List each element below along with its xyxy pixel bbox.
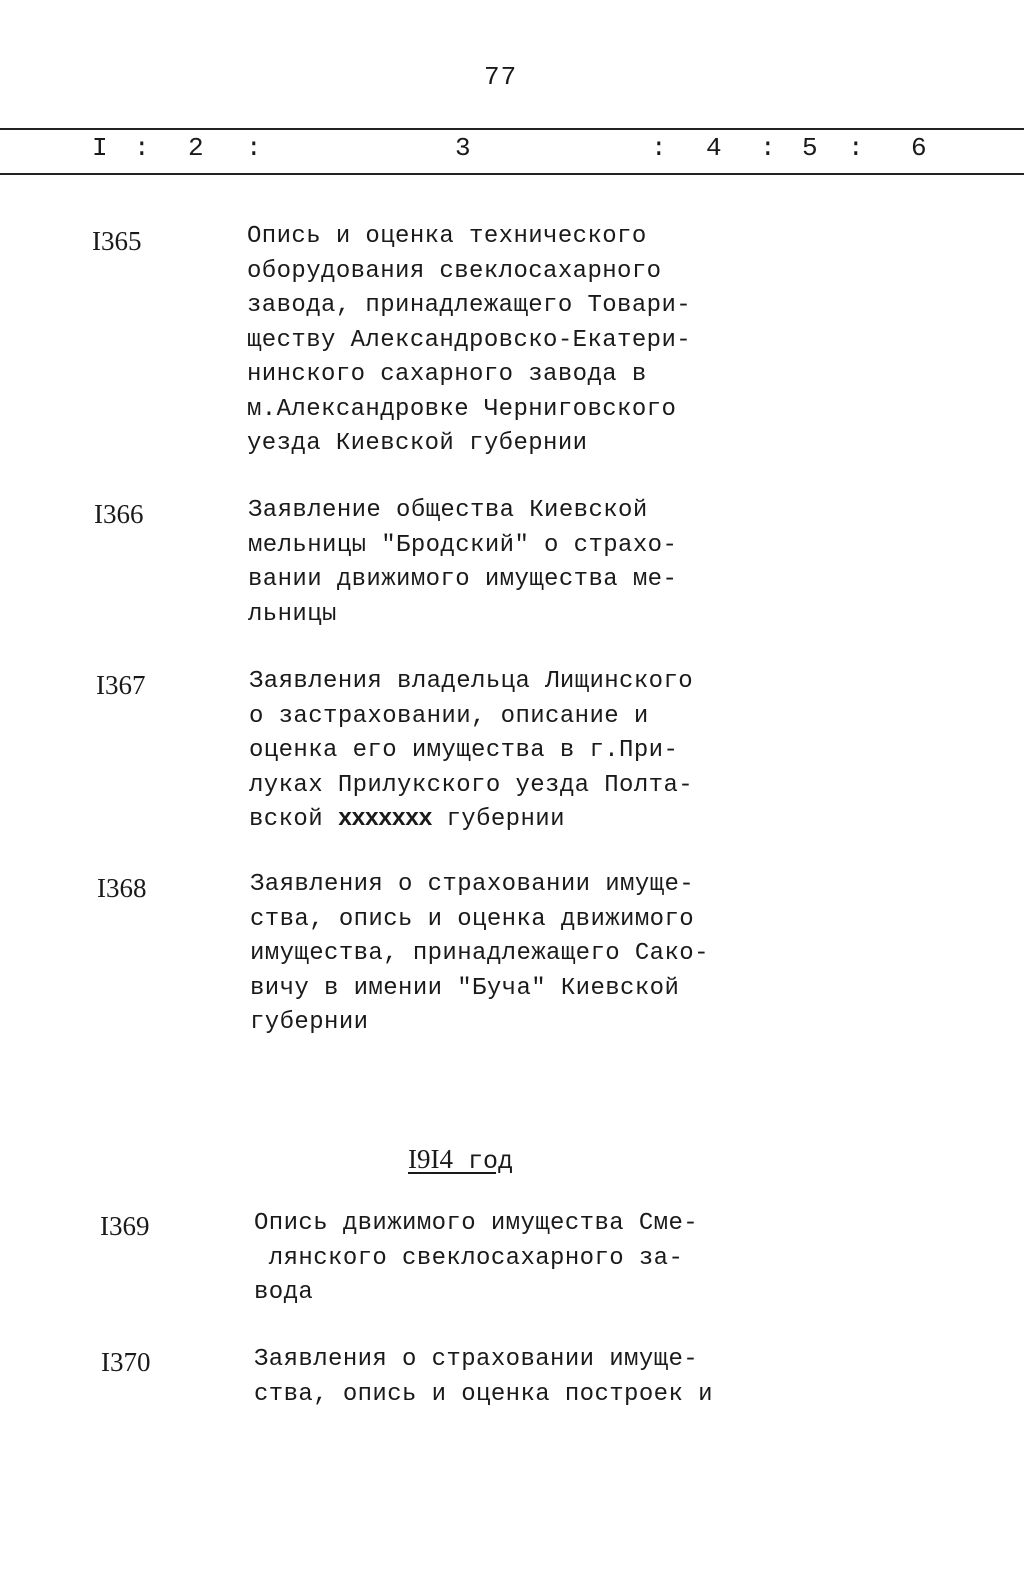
entry-line: вода <box>254 1279 314 1306</box>
entry-line: Опись и оценка технического <box>247 223 647 250</box>
entry-line: ства, опись и оценка построек и <box>254 1380 713 1408</box>
entry-line <box>249 803 693 838</box>
struck-out-text: xxxxxxx <box>337 806 432 833</box>
year-heading <box>408 1142 513 1179</box>
entry-description <box>254 1207 698 1311</box>
entry-line: Заявления владельца Лищинского <box>249 668 694 695</box>
entry-line: нинского сахарного завода в <box>247 361 647 388</box>
entry-line: имущества, принадлежащего Сако- <box>250 940 709 967</box>
entry-number: I369 <box>100 1211 150 1241</box>
header-rule-bottom <box>0 173 1024 175</box>
column-separator: : <box>848 133 864 163</box>
entry-line: губернии <box>250 1009 369 1036</box>
entry-description <box>250 868 709 1041</box>
entry-line: лянского свеклосахарного за- <box>254 1244 684 1272</box>
entry-description <box>248 494 677 632</box>
column-separator: : <box>760 133 776 163</box>
entry-line: вичу в имении "Буча" Киевской <box>250 974 680 1002</box>
entry-description <box>254 1343 713 1412</box>
entry-line: вании движимого имущества ме- <box>248 566 678 593</box>
column-header-2: 2 <box>188 133 204 163</box>
entry-line: ства, опись и оценка движимого <box>250 905 695 933</box>
header-rule-top <box>0 128 1024 130</box>
entry-line: Заявление общества Киевской <box>248 497 648 524</box>
entry-line: уезда Киевской губернии <box>247 430 588 457</box>
column-header-6: 6 <box>911 133 927 163</box>
column-separator: : <box>651 133 667 163</box>
entry-number: I368 <box>97 873 147 903</box>
entry-line-start: вской <box>249 806 338 833</box>
column-header-1: I <box>92 133 108 163</box>
column-separator: : <box>134 133 150 163</box>
entry-number: I366 <box>94 499 144 529</box>
column-separator: : <box>246 133 262 163</box>
entry-line: завода, принадлежащего Товари- <box>247 292 692 319</box>
entry-line-end: губернии <box>431 806 565 833</box>
entry-line: оценка его имущества в г.При- <box>249 737 679 764</box>
entry-number: I370 <box>101 1347 151 1377</box>
entry-line: ществу Александровско-Екатери- <box>247 326 692 354</box>
entry-line: о застраховании, описание и <box>249 702 649 730</box>
entry-number: I365 <box>92 226 142 256</box>
entry-number: I367 <box>96 670 146 700</box>
entry-line: Опись движимого имущества Сме- <box>254 1210 699 1237</box>
entry-line: мельницы "Бродский" о страхо- <box>248 531 678 559</box>
entry-line: оборудования свеклосахарного <box>247 257 662 285</box>
column-header-5: 5 <box>802 133 818 163</box>
year-value: I9I4 <box>408 1144 453 1174</box>
entry-line: луках Прилукского уезда Полта- <box>249 771 694 799</box>
entry-line: Заявления о страховании имуще- <box>254 1346 699 1373</box>
year-word: год <box>468 1147 514 1176</box>
entry-description <box>247 220 691 462</box>
entry-line: м.Александровке Черниговского <box>247 395 677 423</box>
entry-line: Заявления о страховании имуще- <box>250 871 695 898</box>
entry-line: льницы <box>248 600 337 628</box>
column-header-4: 4 <box>706 133 722 163</box>
column-header-3: 3 <box>455 133 471 163</box>
page-number: 77 <box>484 62 518 92</box>
entry-description <box>249 665 693 838</box>
